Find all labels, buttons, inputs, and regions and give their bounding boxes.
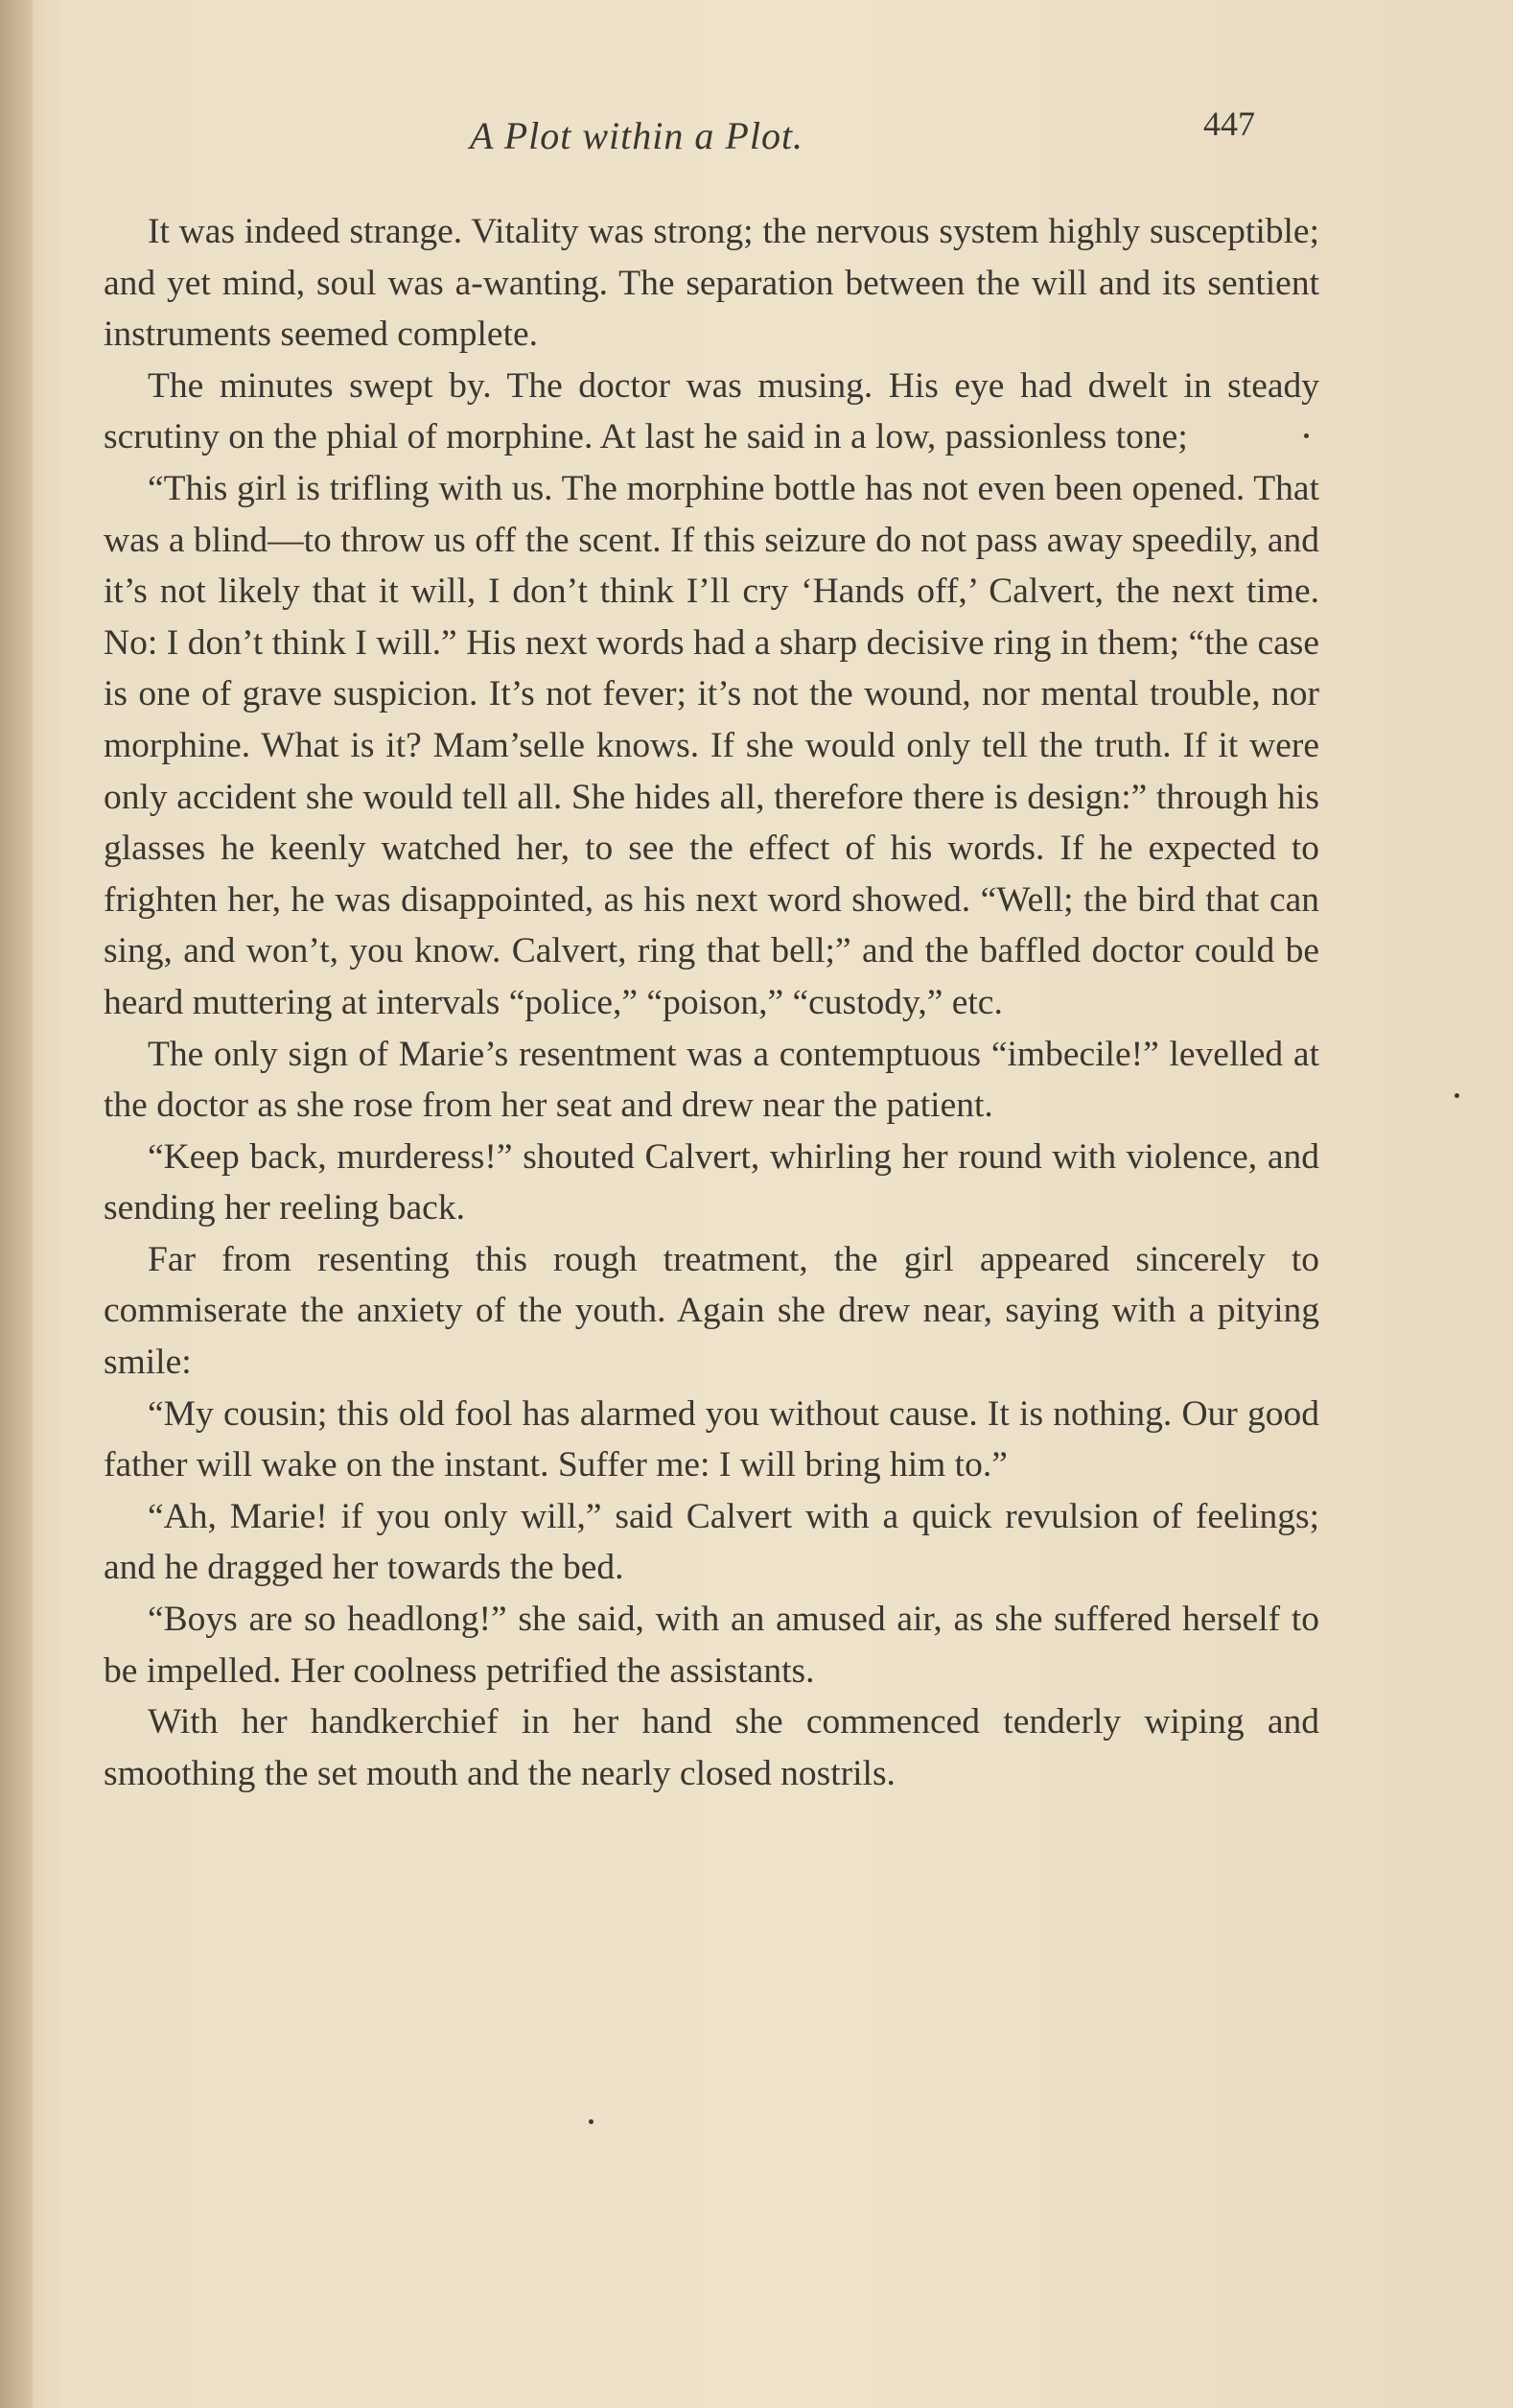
- paragraph-6: Far from resenting this rough treatment, the girl appeared sincerely to commiserate the anxiety of the youth. Again she drew near, saying with a pitying smile:: [104, 1239, 1319, 1383]
- paragraph-3: “This girl is trifling with us. The morphine bottle has not even been opened. That was a blind—to throw us off the scent. If this seizure do not pass away speedily, and it’s not likely that it will, I don’t think I’ll cry ‘Hands off,’ Calvert, the next time. No: I don’t think I will.” His next words had a sharp decisive ring in them; “the case is one of grave suspicion. It’s not fever; it’s not the wound, nor mental trouble, nor morphine. What is it? Mam’selle knows. If she would only tell the truth. If it were only accident she would tell all. She hides all, therefore there is design:” through his glasses he keenly watched her, to see the effect of his words. If he expected to frighten her, he was disappointed, as his next word showed. “Well; the bird that can sing, and won’t, you know. Calvert, ring that bell;” and the baffled doctor could be heard muttering at intervals “police,” “poison,” “custody,” etc.: [104, 468, 1319, 1022]
- paragraph-1: It was indeed strange. Vitality was strong; the nervous system highly susceptible; and yet mind, soul was a-wanting. The separation between the will and its sentient instruments seemed complete.: [104, 212, 1319, 355]
- paragraph-10: With her handkerchief in her hand she commenced tenderly wiping and smoothing the set mouth and the nearly closed nostrils.: [104, 1702, 1319, 1793]
- ink-speck: [1304, 433, 1309, 438]
- ink-speck: [1455, 1093, 1459, 1098]
- paragraph-8: “Ah, Marie! if you only will,” said Calvert with a quick revulsion of feelings; and he dragged her towards the bed.: [104, 1496, 1319, 1588]
- paragraph-9: “Boys are so headlong!” she said, with an amused air, as she suffered herself to be impelled. Her coolness petrified the assistants.: [104, 1600, 1319, 1691]
- ink-speck: [589, 2119, 594, 2124]
- paragraph-7: “My cousin; this old fool has alarmed you without cause. It is nothing. Our good father will wake on the instant. Suffer me: I will bring him to.”: [104, 1393, 1319, 1485]
- paragraph-5: “Keep back, murderess!” shouted Calvert, whirling her round with violence, and sending her reeling back.: [104, 1136, 1319, 1228]
- page-binding-edge: [0, 0, 33, 2408]
- page-header: [0, 104, 1513, 171]
- paragraph-2: The minutes swept by. The doctor was musing. His eye had dwelt in steady scrutiny on the phial of morphine. At last he said in a low, passionless tone;: [104, 365, 1319, 457]
- paragraph-4: The only sign of Marie’s resentment was a contemptuous “imbecile!” levelled at the doctor as she rose from her seat and drew near the patient.: [104, 1034, 1319, 1126]
- body-text: [104, 206, 1319, 1799]
- page-number: 447: [1203, 105, 1255, 143]
- running-title: A Plot within a Plot.: [470, 114, 804, 157]
